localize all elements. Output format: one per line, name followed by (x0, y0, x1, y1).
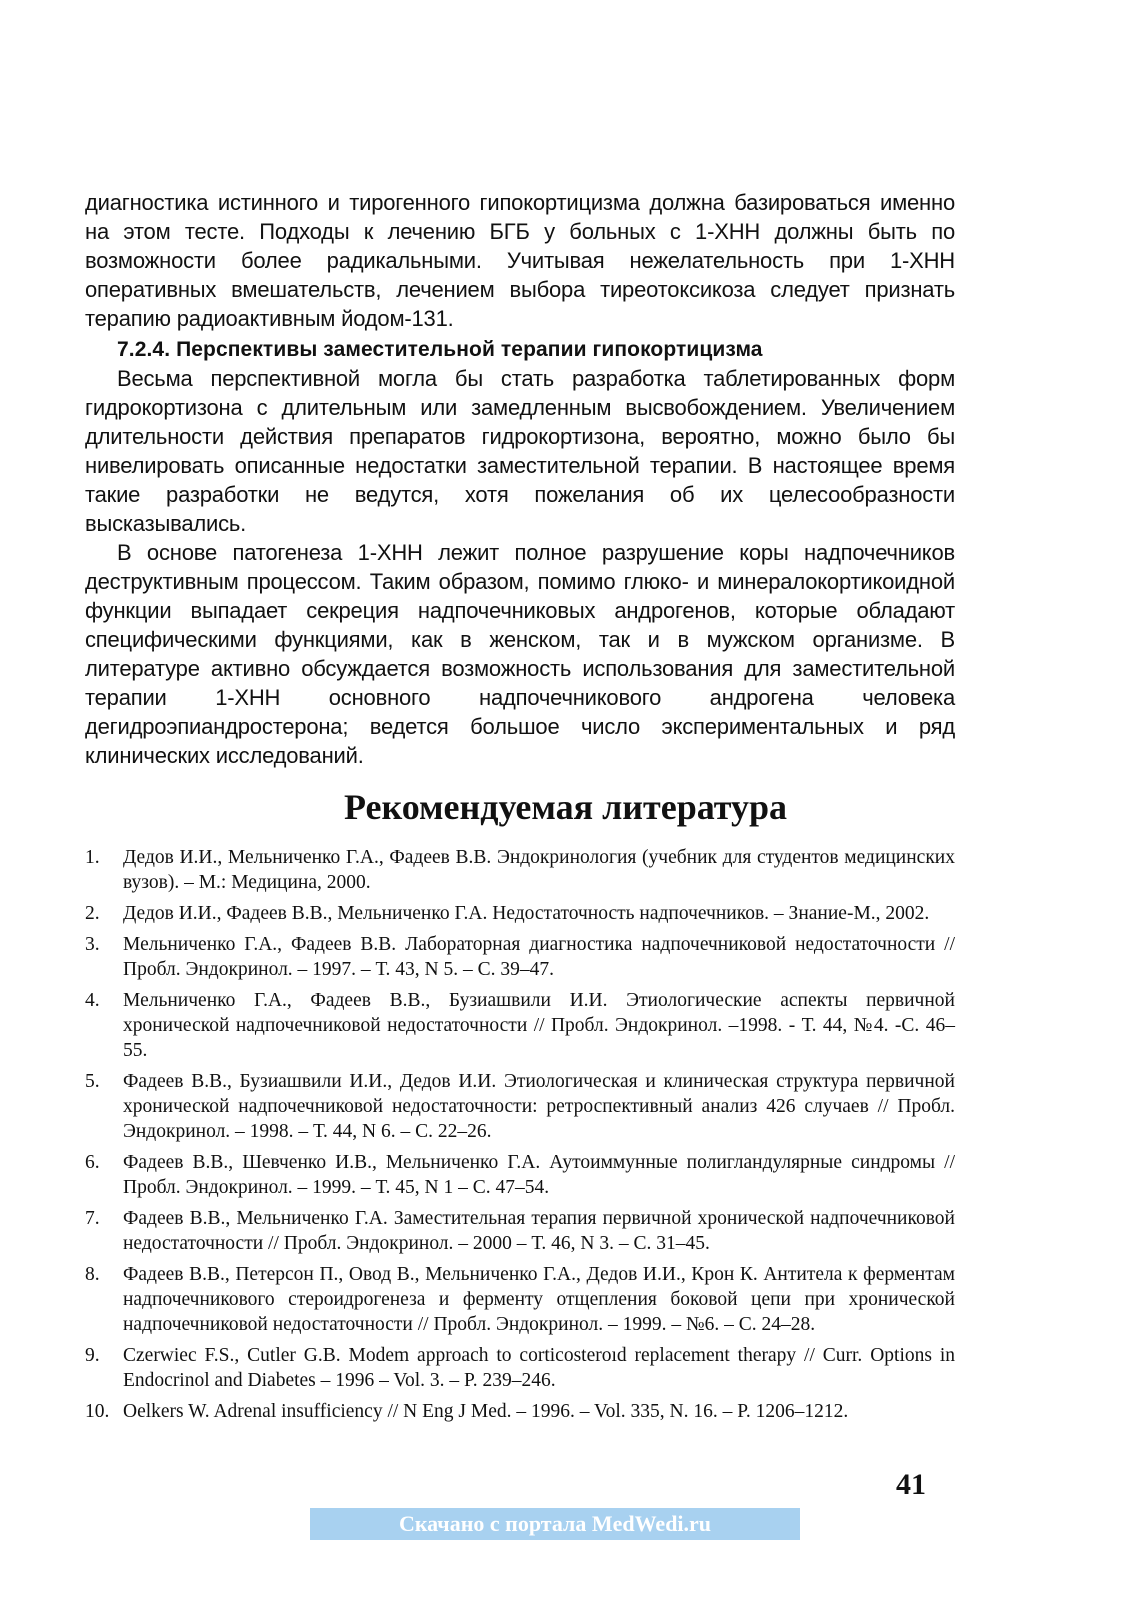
reference-number: 1. (85, 847, 100, 868)
download-banner (310, 1508, 800, 1540)
download-banner-text: Скачано с портала MedWedi.ru (398, 1511, 712, 1536)
references-list (85, 845, 955, 1430)
reference-item (85, 901, 955, 926)
section-heading: 7.2.4. Перспективы заместительной терапии гипокортицизма (117, 338, 763, 361)
reference-item (85, 1262, 955, 1337)
reference-text: Oelkers W. Adrenal insufficiency // N Eng J Med. – 1996. – Vol. 335, N. 16. – P. 1206–1212. (123, 1401, 849, 1422)
paragraph-3: В основе патогенеза 1-ХНН лежит полное разрушение коры надпочечников деструктивным процессом. Таким образом, помимо глюко- и минералокортикоидной функции выпадает секреция надпочечниковых андрогенов, которые обладают специфическими функциями, как в женском, так и в мужском организме. В литературе активно обсуждается возможность использования для заместительной терапии 1-ХНН основного надпочечникового андрогена человека дегидроэпиандростерона; ведется большое число экспериментальных и ряд клинических исследований. (85, 540, 955, 768)
paragraph-1: диагностика истинного и тирогенного гипокортицизма должна базироваться именно на этом тесте. Подходы к лечению БГБ у больных с 1-ХНН должны быть по возможности более радикальными. Учитывая нежелательность при 1-ХНН оперативных вмешательств, лечением выбора тиреотоксикоза следует признать терапию радиоактивным йодом-131. (85, 190, 955, 331)
paragraph-2: Весьма перспективной могла бы стать разработка таблетированных форм гидрокортизона с длительным или замедленным высвобождением. Увеличением длительности действия препаратов гидрокортизона, вероятно, можно было бы нивелировать описанные недостатки заместительной терапии. В настоящее время такие разработки не ведутся, хотя пожелания об их целесообразности высказывались. (85, 366, 955, 536)
reference-number: 2. (85, 903, 100, 924)
reference-number: 5. (85, 1071, 100, 1092)
reference-text: Мельниченко Г.А., Фадеев В.В. Лабораторная диагностика надпочечниковой недостаточности // Пробл. Эндокринол. – 1997. – Т. 43, N 5. – С. 39–47. (123, 934, 955, 980)
reference-number: 7. (85, 1208, 100, 1229)
body-text (85, 188, 955, 770)
reference-text: Дедов И.И., Мельниченко Г.А., Фадеев В.В. Эндокринология (учебник для студентов медицинских вузов). – М.: Медицина, 2000. (123, 847, 955, 893)
reference-item (85, 988, 955, 1063)
reference-text: Фадеев В.В., Мельниченко Г.А. Заместительная терапия первичной хронической надпочечниковой недостаточности // Пробл. Эндокринол. – 2000 – Т. 46, N 3. – С. 31–45. (123, 1208, 955, 1254)
reference-text: Дедов И.И., Фадеев В.В., Мельниченко Г.А. Недостаточность надпочечников. – Знание-М., 2002. (123, 903, 930, 924)
reference-text: Фадеев В.В., Бузиашвили И.И., Дедов И.И. Этиологическая и клиническая структура первичной хронической надпочечниковой недостаточности: ретроспективный анализ 426 случаев // Пробл. Эндокринол. – 1998. – Т. 44, N 6. – С. 22–26. (123, 1071, 955, 1142)
reference-item (85, 845, 955, 895)
reference-number: 6. (85, 1152, 100, 1173)
reference-item (85, 1150, 955, 1200)
reference-number: 9. (85, 1345, 100, 1366)
reference-text: Фадеев В.В., Петерсон П., Овод В., Мельниченко Г.А., Дедов И.И., Крон К. Антитела к ферментам надпочечникового стероидрогенеза и ферменту отщепления боковой цепи при хронической надпочечниковой недостаточности // Пробл. Эндокринол. – 1999. – №6. – С. 24–28. (123, 1264, 955, 1335)
reference-item (85, 1343, 955, 1393)
page-number: 41 (896, 1468, 926, 1501)
reference-text: Czerwiec F.S., Cutler G.B. Modem approach to corticosteroıd replacement therapy // Curr. Options in Endocrinol and Diabetes – 1996 – Vol. 3. – P. 239–246. (123, 1345, 955, 1391)
reference-text: Мельниченко Г.А., Фадеев В.В., Бузиашвили И.И. Этиологические аспекты первичной хронической надпочечниковой недостаточности // Пробл. Эндокринол. –1998. - Т. 44, №4. -С. 46–55. (123, 990, 955, 1061)
reference-number: 3. (85, 934, 100, 955)
reference-number: 4. (85, 990, 100, 1011)
reference-item (85, 1206, 955, 1256)
reference-text: Фадеев В.В., Шевченко И.В., Мельниченко Г.А. Аутоиммунные полигландулярные синдромы // Пробл. Эндокринол. – 1999. – Т. 45, N 1 – С. 47–54. (123, 1152, 955, 1198)
reference-item (85, 932, 955, 982)
references-title: Рекомендуемая литература (343, 787, 788, 827)
reference-item (85, 1399, 955, 1424)
reference-number: 8. (85, 1264, 100, 1285)
reference-item (85, 1069, 955, 1144)
reference-number: 10. (85, 1401, 110, 1422)
